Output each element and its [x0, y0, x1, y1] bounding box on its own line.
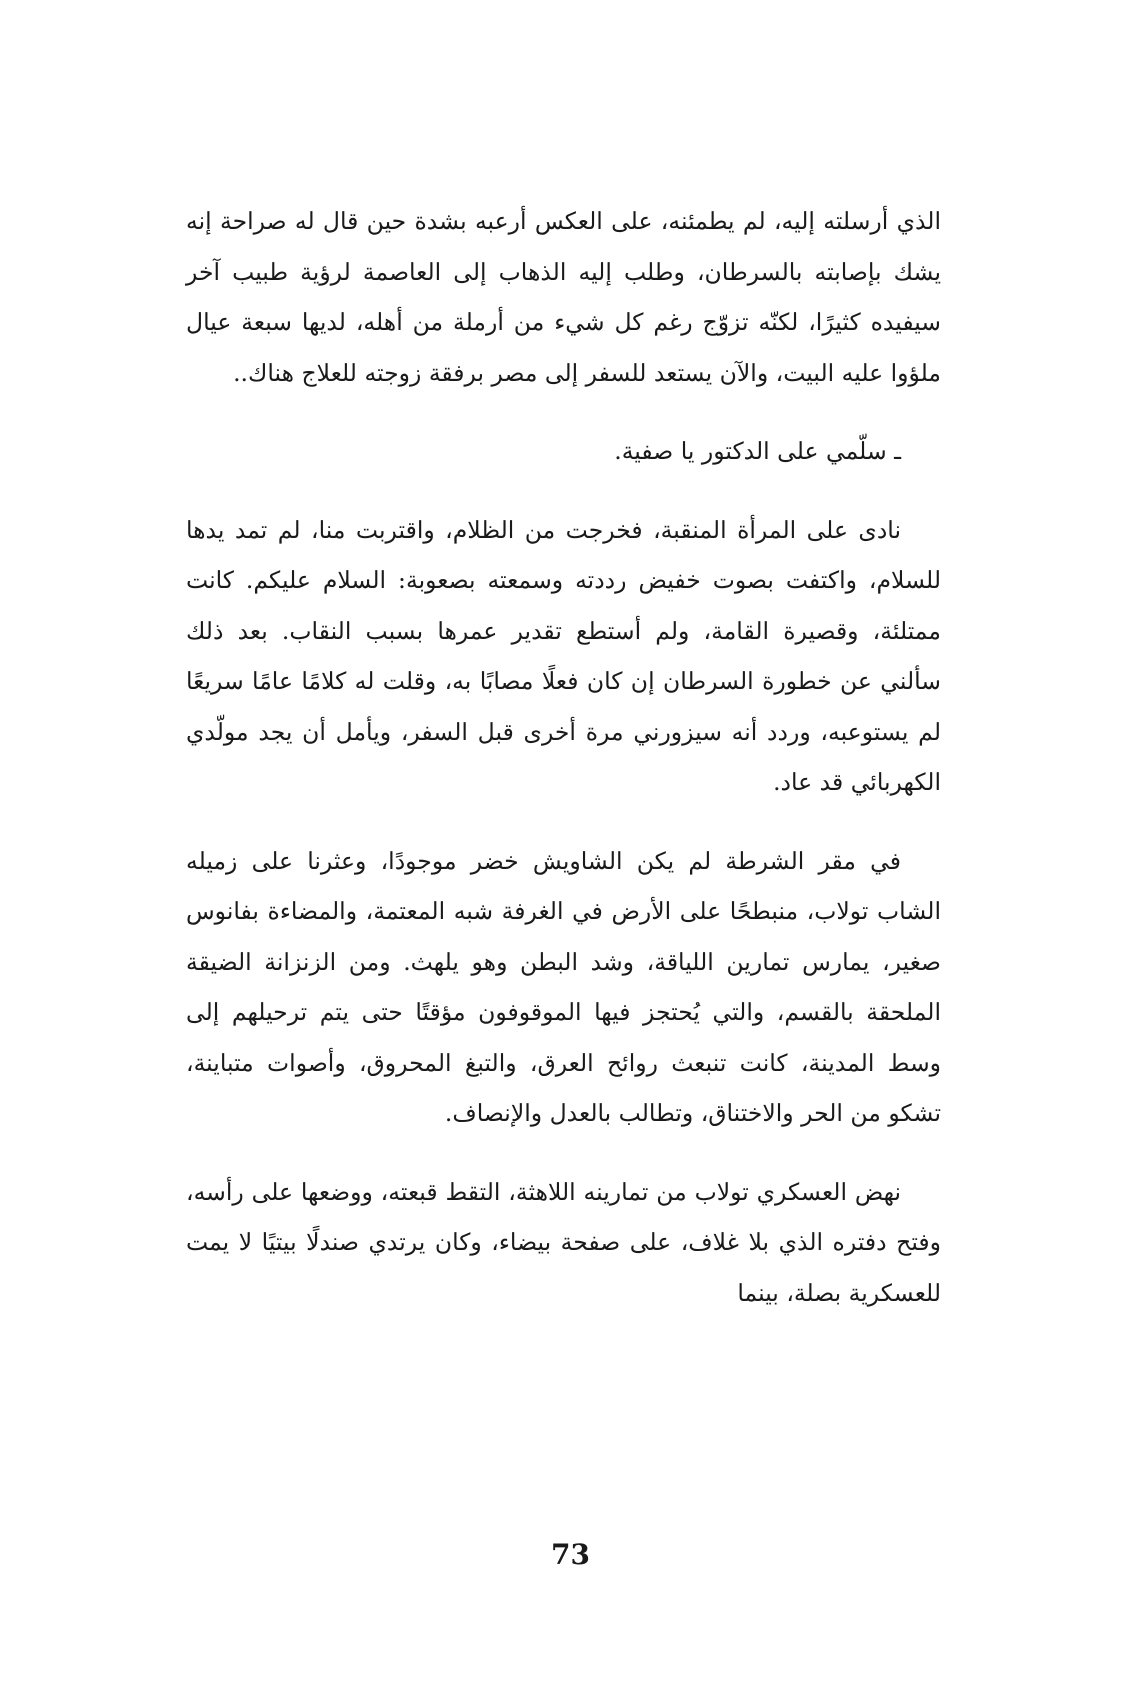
- paragraph-veiled-woman: نادى على المرأة المنقبة، فخرجت من الظلام، واقتربت منا، لم تمد يدها للسلام، واكتفت بصوت خفيض رددته وسمعته بصعوبة: السلام عليكم. كانت ممتلئة، وقصيرة القامة، ولم أستطع تقدير عمرها بسبب النقاب. بعد ذلك سألني عن خطورة السرطان إن كان فعلًا مصابًا به، وقلت له كلامًا عامًا سريعًا لم يستوعبه، وردد أنه سيزورني مرة أخرى قبل السفر، ويأمل أن يجد مولّدي الكهربائي قد عاد.: [186, 515, 941, 796]
- body-text: [186, 196, 941, 1318]
- page-number: 73: [551, 1538, 590, 1571]
- paragraph-dialogue: ـ سلّمي على الدكتور يا صفية.: [614, 437, 901, 465]
- paragraph-soldier-tolab: نهض العسكري تولاب من تمارينه اللاهثة، التقط قبعته، ووضعها على رأسه، وفتح دفتره الذي بلا غلاف، على صفحة بيضاء، وكان يرتدي صندلًا بيتيًا لا يمت للعسكرية بصلة، بينما: [186, 1177, 941, 1307]
- paragraph-continuation: الذي أرسلته إليه، لم يطمئنه، على العكس أرعبه بشدة حين قال له صراحة إنه يشك بإصابته بالسرطان، وطلب إليه الذهاب إلى العاصمة لرؤية طبيب آخر سيفيده كثيرًا، لكنّه تزوّج رغم كل شيء من أرملة من أهله، لديها سبعة عيال ملؤوا عليه البيت، والآن يستعد للسفر إلى مصر برفقة زوجته للعلاج هناك..: [186, 207, 941, 387]
- paragraph-police-station: في مقر الشرطة لم يكن الشاويش خضر موجودًا، وعثرنا على زميله الشاب تولاب، منبطحًا على الأرض في الغرفة شبه المعتمة، والمضاءة بفانوس صغير، يمارس تمارين اللياقة، وشد البطن وهو يلهث. ومن الزنزانة الضيقة الملحقة بالقسم، والتي يُحتجز فيها الموقوفون مؤقتًا حتى يتم ترحيلهم إلى وسط المدينة، كانت تنبعث روائح العرق، والتبغ المحروق، وأصوات متباينة، تشكو من الحر والاختناق، وتطالب بالعدل والإنصاف.: [186, 846, 941, 1127]
